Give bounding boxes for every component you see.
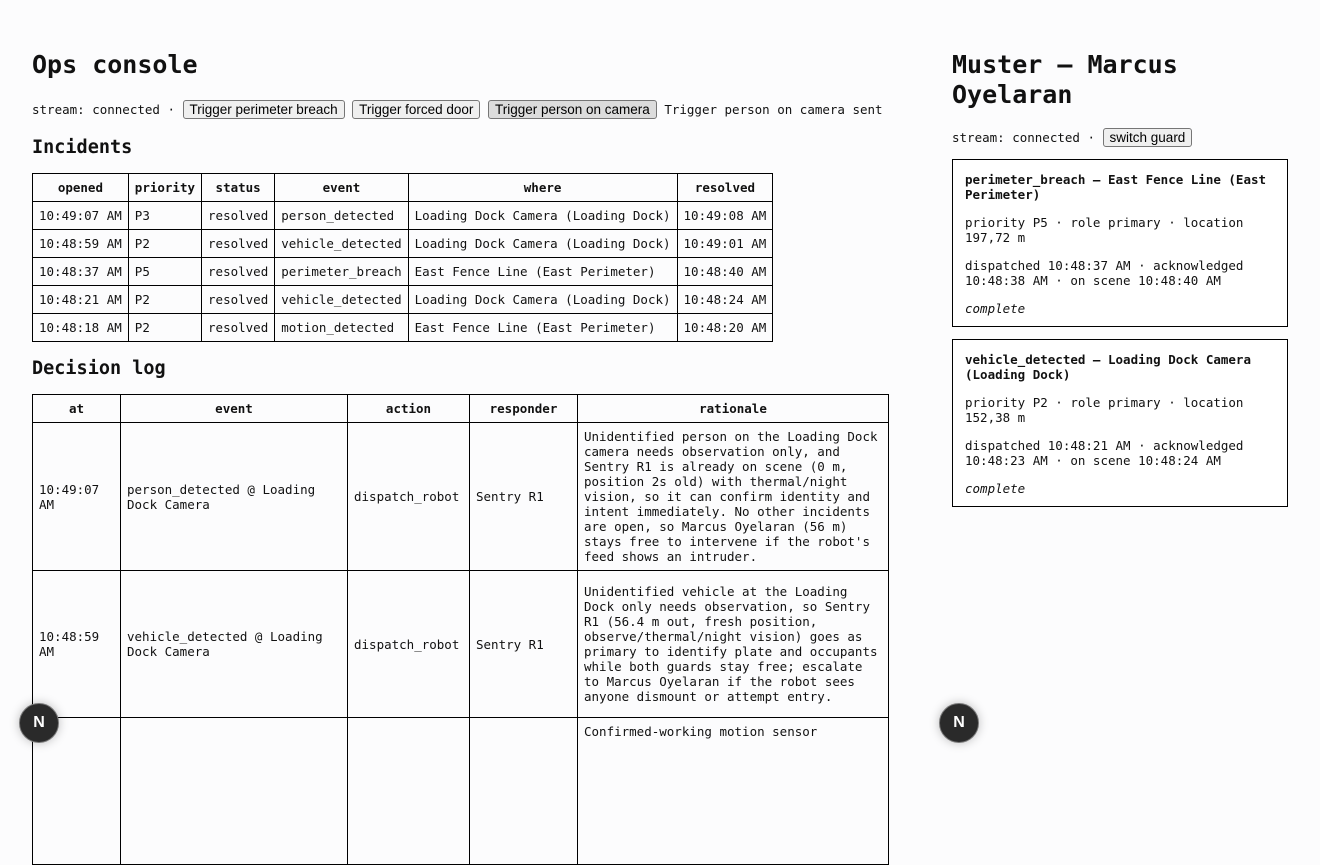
event-cell: motion_detected bbox=[275, 314, 408, 342]
muster-title: Muster — Marcus Oyelaran bbox=[952, 50, 1178, 109]
table-row bbox=[33, 202, 773, 230]
stream-status: stream: connected · bbox=[952, 130, 1095, 145]
status-cell: resolved bbox=[202, 286, 275, 314]
priority-cell: P2 bbox=[128, 314, 201, 342]
assignment-card bbox=[952, 159, 1288, 327]
stream-status: stream: connected · bbox=[32, 102, 175, 117]
incidents-heading: Incidents bbox=[32, 137, 133, 158]
muster-stream-bar bbox=[952, 128, 1288, 147]
assignment-meta: priority P5 · role primary · location 197,72 m bbox=[965, 215, 1244, 245]
resolved-cell: 10:48:40 AM bbox=[677, 258, 773, 286]
where-cell: East Fence Line (East Perimeter) bbox=[408, 314, 677, 342]
resolved-cell: 10:49:01 AM bbox=[677, 230, 773, 258]
priority-cell: P2 bbox=[128, 286, 201, 314]
table-row bbox=[33, 423, 889, 571]
assignment-meta: priority P2 · role primary · location 152,38 m bbox=[965, 395, 1244, 425]
event-cell: person_detected @ Loading Dock Camera bbox=[121, 423, 348, 571]
assignment-status: complete bbox=[965, 301, 1026, 316]
responder-cell: Sentry R1 bbox=[470, 571, 578, 718]
ops-console-panel bbox=[32, 50, 922, 865]
status-cell: resolved bbox=[202, 314, 275, 342]
column-header: responder bbox=[470, 395, 578, 423]
opened-cell: 10:48:18 AM bbox=[33, 314, 129, 342]
assignment-title: perimeter_breach — East Fence Line (East Perimeter) bbox=[965, 172, 1267, 202]
rationale-cell: Unidentified person on the Loading Dock camera needs observation only, and Sentry R1 is already on scene (0 m, position 2s old) with thermal/night vision, so it can confirm identity and intent immediately. No other incidents are open, so Marcus Oyelaran (56 m) stays free to intervene if the robot's feed shows an intruder. bbox=[578, 423, 889, 571]
column-header: event bbox=[275, 174, 408, 202]
opened-cell: 10:49:07 AM bbox=[33, 202, 129, 230]
event-cell: perimeter_breach bbox=[275, 258, 408, 286]
priority-cell: P2 bbox=[128, 230, 201, 258]
action-cell: dispatch_robot bbox=[348, 571, 470, 718]
resolved-cell: 10:48:20 AM bbox=[677, 314, 773, 342]
action-cell: dispatch_robot bbox=[348, 423, 470, 571]
where-cell: Loading Dock Camera (Loading Dock) bbox=[408, 202, 677, 230]
event-cell: vehicle_detected @ Loading Dock Camera bbox=[121, 571, 348, 718]
table-row bbox=[33, 718, 889, 865]
event-cell: person_detected bbox=[275, 202, 408, 230]
table-row bbox=[33, 571, 889, 718]
where-cell: Loading Dock Camera (Loading Dock) bbox=[408, 230, 677, 258]
where-cell: Loading Dock Camera (Loading Dock) bbox=[408, 286, 677, 314]
table-row bbox=[33, 286, 773, 314]
opened-cell: 10:48:59 AM bbox=[33, 230, 129, 258]
at-cell: 10:49:07 AM bbox=[33, 423, 121, 571]
assignment-times: dispatched 10:48:21 AM · acknowledged 10:48:23 AM · on scene 10:48:24 AM bbox=[965, 438, 1244, 468]
status-cell: resolved bbox=[202, 258, 275, 286]
responder-cell: Sentry R1 bbox=[470, 423, 578, 571]
column-header: rationale bbox=[578, 395, 889, 423]
decision-log-heading: Decision log bbox=[32, 358, 166, 379]
opened-cell: 10:48:21 AM bbox=[33, 286, 129, 314]
assignment-times: dispatched 10:48:37 AM · acknowledged 10:48:38 AM · on scene 10:48:40 AM bbox=[965, 258, 1244, 288]
responder-cell bbox=[470, 718, 578, 865]
table-row bbox=[33, 230, 773, 258]
column-header: opened bbox=[33, 174, 129, 202]
page-title: Ops console bbox=[32, 50, 198, 79]
action-cell bbox=[348, 718, 470, 865]
resolved-cell: 10:48:24 AM bbox=[677, 286, 773, 314]
priority-cell: P3 bbox=[128, 202, 201, 230]
column-header: action bbox=[348, 395, 470, 423]
column-header: priority bbox=[128, 174, 201, 202]
rationale-cell: Unidentified vehicle at the Loading Dock only needs observation, so Sentry R1 (56.4 m out, fresh position, observe/thermal/night vision) goes as primary to identify plate and occupants while both guards stay free; escalate to Marcus Oyelaran if the robot sees anyone dismount or attempt entry. bbox=[578, 571, 889, 718]
next-dev-tools-icon[interactable]: N bbox=[19, 703, 59, 743]
resolved-cell: 10:49:08 AM bbox=[677, 202, 773, 230]
assignment-title: vehicle_detected — Loading Dock Camera (Loading Dock) bbox=[965, 352, 1251, 382]
table-row bbox=[33, 314, 773, 342]
incidents-table bbox=[32, 173, 773, 342]
switch-guard-button[interactable]: switch guard bbox=[1103, 128, 1193, 147]
rationale-cell: Confirmed-working motion sensor bbox=[578, 718, 889, 865]
event-cell: vehicle_detected bbox=[275, 286, 408, 314]
assignment-card bbox=[952, 339, 1288, 507]
status-cell: resolved bbox=[202, 202, 275, 230]
trigger-perimeter-breach-button[interactable]: Trigger perimeter breach bbox=[183, 100, 345, 119]
at-cell: 10:48:59 AM bbox=[33, 571, 121, 718]
column-header: where bbox=[408, 174, 677, 202]
trigger-person-on-camera-button[interactable]: Trigger person on camera bbox=[488, 100, 657, 119]
opened-cell: 10:48:37 AM bbox=[33, 258, 129, 286]
decision-log-table bbox=[32, 394, 889, 865]
table-row bbox=[33, 258, 773, 286]
status-cell: resolved bbox=[202, 230, 275, 258]
assignment-status: complete bbox=[965, 481, 1026, 496]
next-dev-tools-icon[interactable]: N bbox=[939, 703, 979, 743]
column-header: status bbox=[202, 174, 275, 202]
column-header: resolved bbox=[677, 174, 773, 202]
last-action-status: Trigger person on camera sent bbox=[664, 102, 883, 117]
priority-cell: P5 bbox=[128, 258, 201, 286]
event-cell bbox=[121, 718, 348, 865]
event-cell: vehicle_detected bbox=[275, 230, 408, 258]
muster-panel bbox=[952, 50, 1288, 507]
column-header: at bbox=[33, 395, 121, 423]
trigger-forced-door-button[interactable]: Trigger forced door bbox=[352, 100, 480, 119]
column-header: event bbox=[121, 395, 348, 423]
where-cell: East Fence Line (East Perimeter) bbox=[408, 258, 677, 286]
stream-bar bbox=[32, 100, 922, 119]
